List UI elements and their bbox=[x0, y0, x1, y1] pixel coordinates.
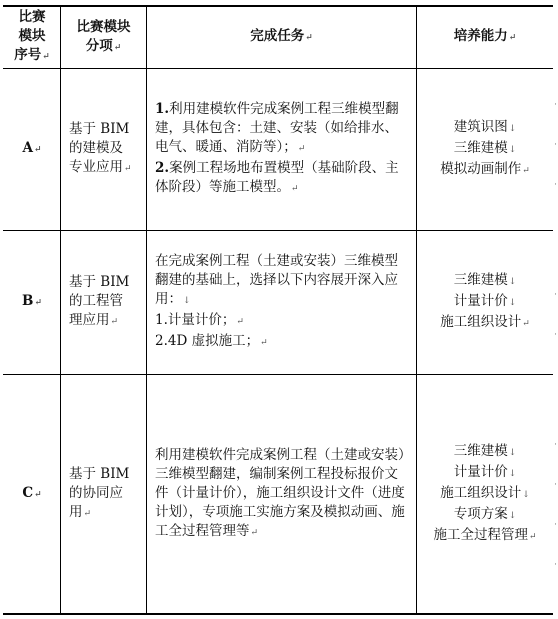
row-b-module: 基于 BIM 的工程管 理应用↵ bbox=[69, 274, 130, 328]
edge-marker: · bbox=[554, 100, 557, 110]
edge-marker: · bbox=[554, 520, 557, 530]
edge-marker: · bbox=[554, 440, 557, 450]
edge-marker: · bbox=[554, 140, 557, 150]
row-a-id: A↵ bbox=[22, 140, 42, 156]
row-a-tasks: 1.利用建模软件完成案例工程三维模型翻建，具体包含：土建、安装（如给排水、电气、暖通、消防等）；↵ 2.案例工程场地布置模型（基础阶段、主体阶段）等施工模型。↵ bbox=[155, 101, 399, 195]
table-bottom-rule bbox=[3, 613, 553, 615]
row-c-abilities: 三维建模↓ 计量计价↓ 施工组织设计↓ 专项方案↓ 施工全过程管理↵ bbox=[433, 442, 537, 543]
edge-marker: · bbox=[554, 560, 557, 570]
row-b-tasks: 在完成案例工程（土建或安装）三维模型翻建的基础上，选择以下内容展开深入应用：↓ 1.计量计价；↵ 2.4D 虚拟施工；↵ bbox=[155, 253, 398, 349]
edge-marker: · bbox=[554, 290, 557, 300]
edge-marker: · bbox=[554, 480, 557, 490]
row-c-tasks: 利用建模软件完成案例工程（土建或安装）三维模型翻建，编制案例工程投标报价文件（计量计价），施工组织设计文件（进度计划），专项施工实施方案及模拟动画、施工全过程管理等↵ bbox=[155, 446, 405, 539]
row-c-module: 基于 BIM 的协同应 用↵ bbox=[69, 465, 130, 520]
edge-marker: · bbox=[554, 180, 557, 190]
edge-marker: · bbox=[554, 330, 557, 340]
row-b-abilities: 三维建模↓ 计量计价↓ 施工组织设计↵ bbox=[440, 272, 530, 330]
row-a-abilities: 建筑识图↓ 三维建模↓ 模拟动画制作↵ bbox=[440, 119, 530, 177]
header-module-item: 比赛模块 分项↵ bbox=[76, 18, 131, 54]
header-abilities: 培养能力↵ bbox=[453, 28, 517, 44]
row-a-module: 基于 BIM 的建模及 专业应用↵ bbox=[69, 121, 132, 175]
row-b-id: B↵ bbox=[22, 293, 42, 309]
header-module-number: 比赛 模块 序号↵ bbox=[14, 9, 50, 63]
row-c-id: C↵ bbox=[22, 484, 42, 501]
header-tasks: 完成任务↵ bbox=[250, 28, 313, 44]
